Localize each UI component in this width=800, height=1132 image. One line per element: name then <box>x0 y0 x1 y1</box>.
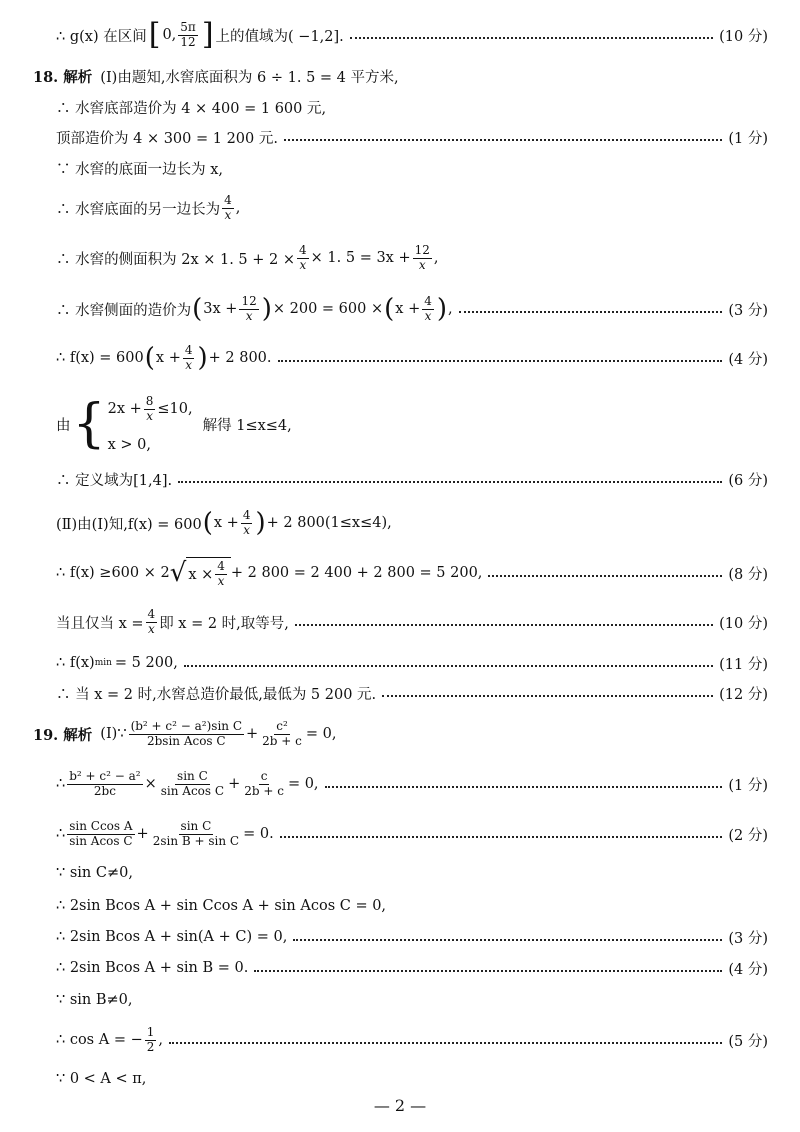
fraction: $\frac{\text{(b² + c² − a²)sin C}}{\text{2bsin Acos C}}$ <box>130 718 243 748</box>
score-label: (3 分) <box>728 930 768 947</box>
paren: ( <box>144 343 155 373</box>
text: , <box>433 250 439 266</box>
text: ∵ 水窖的底面一边长为 x, <box>56 161 224 178</box>
text: ∵ 0 < A < π, <box>56 1071 147 1087</box>
paren: ) <box>261 294 272 324</box>
text: ∴ 水窖底面的另一边长为 <box>56 201 221 218</box>
text: = 0. <box>243 826 274 842</box>
text: 当且仅当 x = <box>56 615 144 632</box>
fraction: $\frac{\text{sin Ccos A}}{\text{sin Acos C}}$ <box>69 818 133 848</box>
fraction: $\frac{\text{b² + c² − a²}}{2bc}$ <box>69 768 141 798</box>
text: ∴ f(x) ≥600 × 2 <box>56 565 170 581</box>
fraction: $\frac{4}{x}$ <box>147 606 156 636</box>
text: , <box>235 200 241 216</box>
q19-line-10 <box>56 1068 768 1090</box>
q19-line-6 <box>56 926 768 948</box>
line-g-range <box>56 18 768 52</box>
dot-leader <box>295 623 713 626</box>
text: ∴ 水窖侧面的造价为 <box>56 302 192 319</box>
dot-leader <box>184 664 713 667</box>
text: x + <box>155 350 181 366</box>
bracket: ] <box>201 17 214 52</box>
score-label: (1 分) <box>728 777 768 794</box>
text: + 2 800. <box>208 350 272 366</box>
text: 由 <box>56 417 71 434</box>
q19-line-2 <box>56 764 768 804</box>
fraction: $\frac{4}{x}$ <box>424 293 432 323</box>
q18-line-11 <box>56 504 768 542</box>
subscript: min <box>94 658 112 668</box>
text: (Ⅰ)∵ <box>100 726 127 742</box>
fraction: $\frac{1}{2}$ <box>146 1024 155 1054</box>
score-label: (12 分) <box>719 686 768 703</box>
text: x > 0, <box>107 437 151 453</box>
text: ∵ sin C≠0, <box>56 865 133 881</box>
q19-line-1 <box>33 714 768 754</box>
q19-line-7 <box>56 957 768 979</box>
fraction: $\frac{4}{x}$ <box>242 507 251 537</box>
text: ∴ f(x) = 600 <box>56 350 144 366</box>
score-label: (6 分) <box>728 472 768 489</box>
dot-leader <box>382 694 713 697</box>
text: , <box>448 301 453 317</box>
fraction: $\frac{4}{x}$ <box>184 342 193 372</box>
text: + <box>228 776 241 792</box>
score-label: (11 分) <box>719 656 768 673</box>
text: x × <box>188 566 214 583</box>
text: ∴ 2sin Bcos A + sin B = 0. <box>56 960 249 976</box>
text: + 2 800(1≤x≤4), <box>266 515 392 531</box>
text: × 1. 5 = 3x + <box>310 250 411 266</box>
score-label: (2 分) <box>728 827 768 844</box>
q18-line-15 <box>56 682 768 704</box>
dot-leader <box>278 359 723 362</box>
dot-leader <box>293 938 722 941</box>
paren: ) <box>197 343 208 373</box>
dot-leader <box>284 138 722 141</box>
score-label: (4 分) <box>728 351 768 368</box>
q18-line-13 <box>56 604 768 640</box>
q19-line-4 <box>56 862 768 884</box>
bracket: [ <box>148 17 161 52</box>
text: + <box>246 726 259 742</box>
text: + 2 800 = 2 400 + 2 800 = 5 200, <box>230 565 483 581</box>
score-label: (10 分) <box>719 615 768 632</box>
q19-line-9 <box>56 1020 768 1060</box>
q18-line-10 <box>56 468 768 490</box>
text: (Ⅱ)由(Ⅰ)知,f(x) = 600 <box>56 516 202 533</box>
text: ∵ sin B≠0, <box>56 992 133 1008</box>
dot-leader <box>254 969 722 972</box>
square-root: √ x × $\frac{4}{x}$ <box>170 557 231 589</box>
text: 0, <box>162 27 177 43</box>
dot-leader <box>459 310 723 313</box>
q18-line-14 <box>56 652 768 674</box>
text: ∴ cos A = − <box>56 1032 143 1048</box>
dot-leader <box>350 36 713 39</box>
fraction: $\frac{4}{x}$ <box>217 559 225 588</box>
text: × <box>144 776 157 792</box>
text: 3x + <box>203 301 238 317</box>
fraction: $\frac{12}{x}$ <box>414 242 430 272</box>
q18-line-2 <box>56 96 768 118</box>
text: 即 x = 2 时,取等号, <box>159 615 289 632</box>
question-number: 19. 解析 <box>33 726 93 744</box>
text: = 5 200, <box>114 655 178 671</box>
fraction: $\frac{\text{sin C}}{\text{2sin B + sin C}}$ <box>152 818 240 848</box>
paren: ( <box>192 294 203 324</box>
text: = 0, <box>305 726 337 742</box>
text: 上的值域为( −1,2]. <box>215 28 344 45</box>
fraction: $\frac{12}{x}$ <box>241 293 257 323</box>
paren: ( <box>202 508 213 538</box>
dot-leader <box>178 480 722 483</box>
text: ∴ 定义域为[1,4]. <box>56 472 173 489</box>
q18-line-3 <box>56 126 768 148</box>
score-label: (4 分) <box>728 961 768 978</box>
text: ∴ <box>56 776 66 792</box>
paren: ) <box>255 508 266 538</box>
text: + <box>136 826 149 842</box>
q18-line-4 <box>56 157 768 179</box>
text: ∴ 2sin Bcos A + sin Ccos A + sin Acos C = 0, <box>56 898 387 914</box>
text: × 200 = 600 × <box>272 301 384 317</box>
q19-line-5 <box>56 895 768 917</box>
dot-leader <box>488 574 722 577</box>
score-label: (10 分) <box>719 28 768 45</box>
q18-line-9-system <box>56 392 768 456</box>
text: = 0, <box>287 776 319 792</box>
fraction: $\frac{5\pi}{12}$ <box>180 19 196 49</box>
q18-line-1 <box>33 65 768 87</box>
q18-line-6 <box>56 240 768 276</box>
fraction: $\frac{\text{sin C}}{\text{sin Acos C}}$ <box>160 768 225 798</box>
text: x + <box>395 301 421 317</box>
text: ∴ <box>56 826 66 842</box>
paren: ) <box>436 294 448 324</box>
text: ∴ 2sin Bcos A + sin(A + C) = 0, <box>56 929 288 945</box>
fraction: $\frac{8}{x}$ <box>145 394 154 423</box>
text: ≤10, <box>157 401 193 418</box>
brace: { <box>72 394 106 454</box>
question-number: 18. 解析 <box>33 68 93 86</box>
text: 顶部造价为 4 × 300 = 1 200 元. <box>56 130 278 147</box>
score-label: (5 分) <box>728 1033 768 1050</box>
score-label: (8 分) <box>728 566 768 583</box>
text: 解得 1≤x≤4, <box>202 417 292 434</box>
fraction: $\frac{4}{x}$ <box>224 192 232 222</box>
score-label: (1 分) <box>728 130 768 147</box>
text: ∴ 水窖的侧面积为 2x × 1. 5 + 2 × <box>56 251 296 268</box>
text: 2x + <box>107 401 142 418</box>
text: , <box>158 1032 163 1048</box>
score-label: (3 分) <box>728 302 768 319</box>
q18-line-5 <box>56 190 768 226</box>
q18-line-12 <box>56 553 768 593</box>
text: (Ⅰ)由题知,水窖底面积为 6 ÷ 1. 5 = 4 平方米, <box>100 69 399 86</box>
q19-line-3 <box>56 814 768 854</box>
text: ∴ 当 x = 2 时,水窖总造价最低,最低为 5 200 元. <box>56 686 377 703</box>
q18-line-7 <box>56 290 768 328</box>
q19-line-8 <box>56 989 768 1011</box>
dot-leader <box>280 835 723 838</box>
dot-leader <box>325 785 723 788</box>
fraction: $\frac{c}{2b + c}$ <box>244 768 284 798</box>
text: ∴ 水窖底部造价为 4 × 400 = 1 600 元, <box>56 100 327 117</box>
text: ∴ g(x) 在区间 <box>56 28 147 45</box>
page-number: — 2 — <box>373 1096 427 1115</box>
dot-leader <box>169 1041 722 1044</box>
q18-line-8 <box>56 339 768 377</box>
paren: ( <box>384 294 395 324</box>
fraction: $\frac{\text{c²}}{2b + c}$ <box>262 718 302 748</box>
equation-system <box>71 395 193 453</box>
fraction: $\frac{4}{x}$ <box>299 242 307 272</box>
text: ∴ f(x) <box>56 655 95 671</box>
text: x + <box>213 515 239 531</box>
